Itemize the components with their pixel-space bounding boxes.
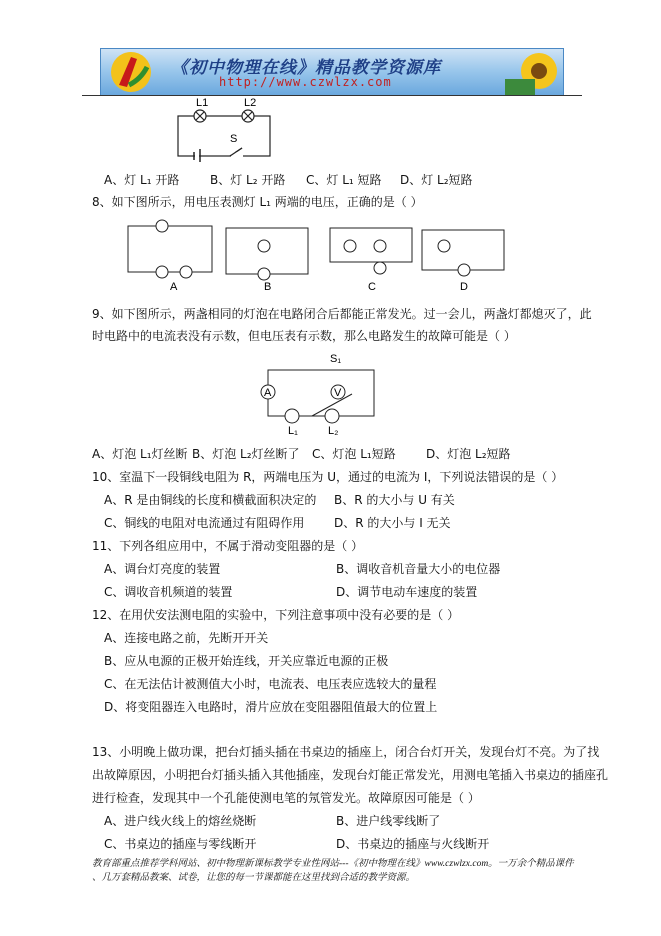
q10-option-d: D、R 的大小与 I 无关 — [334, 516, 451, 530]
q11-option-b: B、调收音机音量大小的电位器 — [336, 562, 501, 576]
q7-option-a: A、灯 L₁ 开路 — [104, 173, 180, 187]
q11-option-d: D、调节电动车速度的装置 — [336, 585, 478, 599]
q9-question-line2: 时电路中的电流表没有示数，但电压表有示数，那么电路发生的故障可能是（ ） — [92, 329, 516, 343]
q11-question: 11、下列各组应用中，不属于滑动变阻器的是（ ） — [92, 539, 364, 553]
q11-option-c: C、调收音机频道的装置 — [104, 585, 233, 599]
q9-label-l2: L₂ — [328, 425, 339, 437]
q10-option-b: B、R 的大小与 U 有关 — [334, 493, 455, 507]
q10-option-a: A、R 是由铜线的长度和横截面积决定的 — [104, 493, 317, 507]
q12-option-a: A、连接电路之前，先断开开关 — [104, 631, 269, 645]
sunflower-icon — [501, 49, 563, 95]
q11-option-a: A、调台灯亮度的装置 — [104, 562, 221, 576]
q9-option-b: B、灯泡 L₂灯丝断了 — [192, 447, 300, 461]
q9-option-d: D、灯泡 L₂短路 — [426, 447, 511, 461]
q12-option-c: C、在无法估计被测值大小时，电流表、电压表应选较大的量程 — [104, 677, 437, 691]
q7-option-d: D、灯 L₂短路 — [400, 173, 473, 187]
footer-line2: 、几万套精品教案、试卷，让您的每一节课都能在这里找到合适的教学资源。 — [92, 873, 416, 883]
q8-label-a: A — [170, 281, 178, 293]
q8-label-c: C — [368, 281, 376, 293]
label-l1: L1 — [196, 97, 209, 109]
label-l2: L2 — [244, 97, 257, 109]
q13-option-b: B、进户线零线断了 — [336, 814, 441, 828]
q8-label-d: D — [460, 281, 468, 293]
q13-question-line1: 13、小明晚上做功课，把台灯插头插在书桌边的插座上，闭合台灯开关，发现台灯不亮。为了找 — [92, 745, 600, 759]
q12-option-d: D、将变阻器连入电路时，滑片应放在变阻器阻值最大的位置上 — [104, 700, 438, 714]
q13-question-line2: 出故障原因，小明把台灯插头插入其他插座，发现台灯能正常发光，用测电笔插入书桌边的插座孔 — [92, 768, 609, 782]
footer-line1: 教育部重点推荐学科网站、初中物理新课标教学专业性网站---《初中物理在线》www.czwlzx.com。一万余个精品课件 — [92, 859, 574, 869]
q13-option-a: A、进户线火线上的熔丝烧断 — [104, 814, 257, 828]
banner-title: 《初中物理在线》精品教学资源库 — [171, 58, 441, 78]
q9-question-line1: 9、如下图所示，两盏相同的灯泡在电路闭合后都能正常发光。过一会儿，两盏灯都熄灭了，此 — [92, 307, 592, 321]
q7-circuit-diagram — [170, 96, 280, 162]
q7-option-b: B、灯 L₂ 开路 — [210, 173, 286, 187]
header-banner — [100, 48, 564, 96]
q9-label-l1: L₁ — [288, 425, 298, 437]
q10-option-c: C、铜线的电阻对电流通过有阻碍作用 — [104, 516, 305, 530]
label-s: S — [230, 133, 238, 145]
q13-option-c: C、书桌边的插座与零线断开 — [104, 837, 257, 851]
q12-option-b: B、应从电源的正极开始连线，开关应靠近电源的正极 — [104, 654, 389, 668]
q9-option-c: C、灯泡 L₁短路 — [312, 447, 396, 461]
banner-url[interactable]: http://www.czwlzx.com — [219, 75, 392, 89]
logo-icon — [101, 49, 161, 95]
ammeter-label: A — [264, 387, 272, 399]
q8-question: 8、如下图所示，用电压表测灯 L₁ 两端的电压，正确的是（ ） — [92, 195, 423, 209]
q13-option-d: D、书桌边的插座与火线断开 — [336, 837, 490, 851]
q9-label-s1: S₁ — [330, 353, 342, 365]
q8-label-b: B — [264, 281, 272, 293]
q9-option-a: A、灯泡 L₁灯丝断 — [92, 447, 188, 461]
q13-question-line3: 进行检查，发现其中一个孔能使测电笔的氖管发光。故障原因可能是（ ） — [92, 791, 480, 805]
q10-question: 10、室温下一段铜线电阻为 R，两端电压为 U，通过的电流为 I，下列说法错误的是（ ） — [92, 470, 564, 484]
header-rule — [82, 95, 582, 96]
q8-circuit-diagrams — [124, 216, 524, 296]
q7-option-c: C、灯 L₁ 短路 — [306, 173, 382, 187]
q9-circuit-diagram — [258, 350, 382, 440]
q12-question: 12、在用伏安法测电阻的实验中，下列注意事项中没有必要的是（ ） — [92, 608, 460, 622]
voltmeter-label: V — [334, 387, 342, 399]
